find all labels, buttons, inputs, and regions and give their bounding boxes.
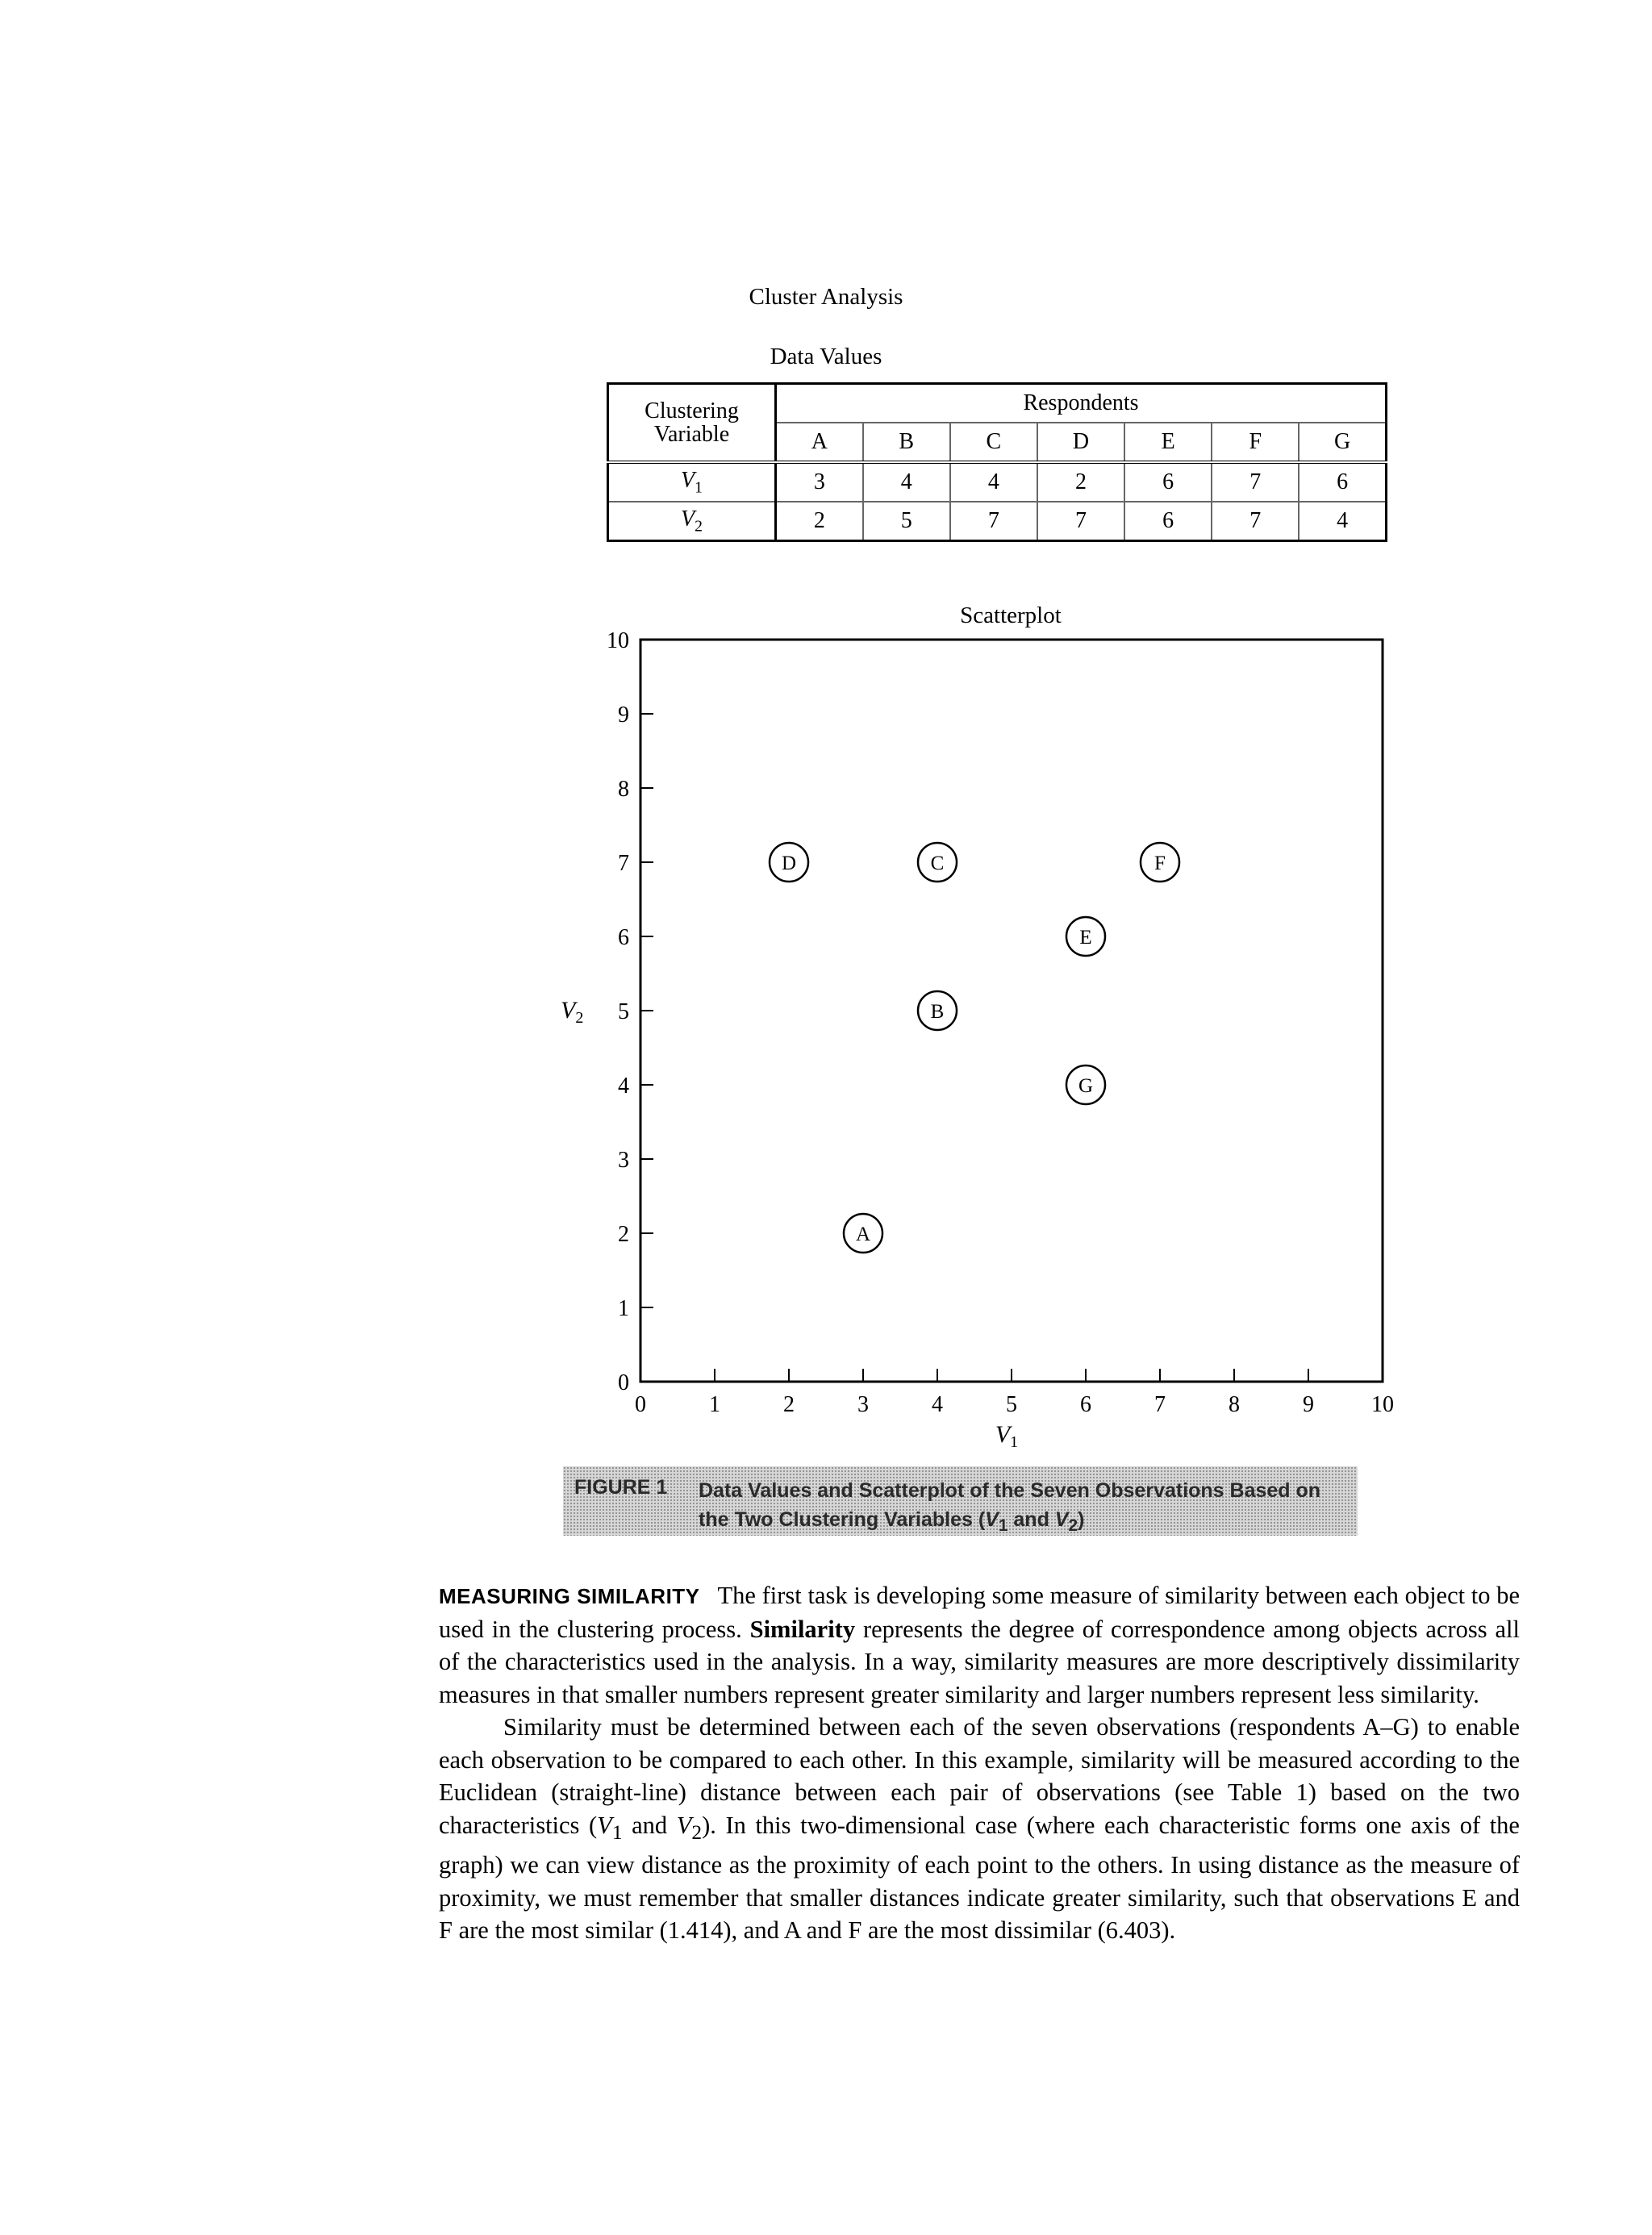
table-cell: 6	[1124, 502, 1212, 541]
y-tick-label: 9	[618, 703, 629, 728]
y-tick-label: 6	[618, 925, 629, 950]
y-axis-label: $V_2$	[561, 997, 584, 1027]
caption-text: Data Values and Scatterplot of the Seven Observations Based on the Two Clustering Variables ($V_1$ and $V_2$)	[699, 1479, 1321, 1535]
x-tick-label: 4	[932, 1392, 943, 1417]
column-header: F	[1212, 423, 1299, 462]
table-cell: 5	[863, 502, 950, 541]
data-point-A	[844, 1214, 882, 1253]
table-cell: 6	[1124, 462, 1212, 502]
data-point-F	[1141, 843, 1179, 882]
table-cell: 4	[1299, 502, 1386, 541]
data-point-G	[1066, 1065, 1105, 1104]
key-term: Similarity	[749, 1615, 856, 1643]
axis-tick-labels	[607, 628, 1394, 1417]
figure-caption	[563, 1466, 1358, 1536]
data-point-B	[918, 991, 957, 1030]
data-points	[770, 843, 1179, 1253]
y-tick-label: 1	[618, 1296, 629, 1321]
x-tick-label: 1	[709, 1392, 720, 1417]
table-cell: 2	[776, 502, 863, 541]
x-tick-label: 7	[1154, 1392, 1166, 1417]
header-line-2: Variable	[653, 422, 730, 447]
body-text	[439, 1579, 1520, 1947]
point-label: B	[930, 1001, 945, 1023]
row-label-v2: $V_2$	[608, 502, 776, 541]
y-tick-label: 8	[618, 777, 629, 802]
table-cell: 3	[776, 462, 863, 502]
table-cell: 7	[950, 502, 1037, 541]
x-tick-label: 2	[783, 1392, 795, 1417]
table-cell: 6	[1299, 462, 1386, 502]
data-point-E	[1066, 917, 1105, 956]
y-tick-label: 3	[618, 1148, 629, 1173]
point-label: F	[1154, 853, 1166, 874]
y-tick-label: 5	[618, 999, 629, 1024]
point-label: A	[855, 1224, 871, 1245]
x-tick-label: 5	[1006, 1392, 1017, 1417]
column-header: G	[1299, 423, 1386, 462]
paragraph-1: MEASURING SIMILARITY The first task is developing some measure of similarity between each object to be used in the clustering process. Similarity represents the degree of correspondence among objects across all of the characteristics used in the analysis. In a way, similarity measures are more descriptively dissimilarity measures in that smaller numbers represent greater similarity and larger numbers represent less similarity.	[439, 1582, 1521, 1708]
plot-frame	[640, 640, 1383, 1382]
x-tick-label: 10	[1371, 1392, 1394, 1417]
data-point-C	[918, 843, 957, 882]
point-label: G	[1078, 1075, 1094, 1097]
y-tick-label: 10	[607, 628, 629, 653]
table-cell: 7	[1212, 462, 1299, 502]
table-cell: 7	[1037, 502, 1124, 541]
point-label: D	[781, 853, 797, 874]
x-tick-label: 8	[1229, 1392, 1240, 1417]
column-header: B	[863, 423, 950, 462]
header-line-1: Clustering	[645, 398, 739, 423]
axis-ticks	[640, 714, 1308, 1382]
point-label: C	[930, 853, 945, 874]
column-header: D	[1037, 423, 1124, 462]
table-cell: 4	[863, 462, 950, 502]
row-label-v1: $V_1$	[608, 462, 776, 502]
x-tick-label: 9	[1303, 1392, 1314, 1417]
column-header: E	[1124, 423, 1212, 462]
y-tick-label: 7	[618, 851, 629, 876]
x-tick-label: 3	[857, 1392, 869, 1417]
point-label: E	[1079, 927, 1092, 949]
y-tick-label: 0	[618, 1370, 629, 1395]
x-tick-label: 0	[635, 1392, 646, 1417]
x-axis-label: $V_1$	[995, 1421, 1019, 1451]
column-header: A	[776, 423, 863, 462]
paragraph-2: Similarity must be determined between each of the seven observations (respondents A–G) to enable each observation to be compared to each other. In this example, similarity will be measured according to the Euclidean (straight-line) distance between each pair of observations (see Table 1) based on the two characteristics ($V_1$ and $V_2$). In this two-dimensional case (where each characteristic forms one axis of the graph) we can view distance as the proximity of each point to the others. In using distance as the measure of proximity, we must remember that smaller distances indicate greater similarity, such that observations E and F are the most similar (1.414), and A and F are the most dissimilar (6.403).	[439, 1713, 1520, 1945]
table-cell: 2	[1037, 462, 1124, 502]
x-tick-label: 6	[1080, 1392, 1091, 1417]
y-tick-label: 2	[618, 1222, 629, 1247]
respondents-header: Respondents	[776, 384, 1387, 423]
y-tick-label: 4	[618, 1074, 629, 1099]
data-point-D	[770, 843, 808, 882]
column-header: C	[950, 423, 1037, 462]
caption-figure-number: FIGURE 1	[574, 1476, 668, 1499]
chart-title: Scatterplot	[960, 603, 1062, 628]
figure-title: Cluster Analysis	[749, 284, 903, 310]
table-cell: 4	[950, 462, 1037, 502]
section-run-in-heading: MEASURING SIMILARITY	[439, 1584, 700, 1608]
table-title: Data Values	[770, 344, 882, 369]
table-cell: 7	[1212, 502, 1299, 541]
